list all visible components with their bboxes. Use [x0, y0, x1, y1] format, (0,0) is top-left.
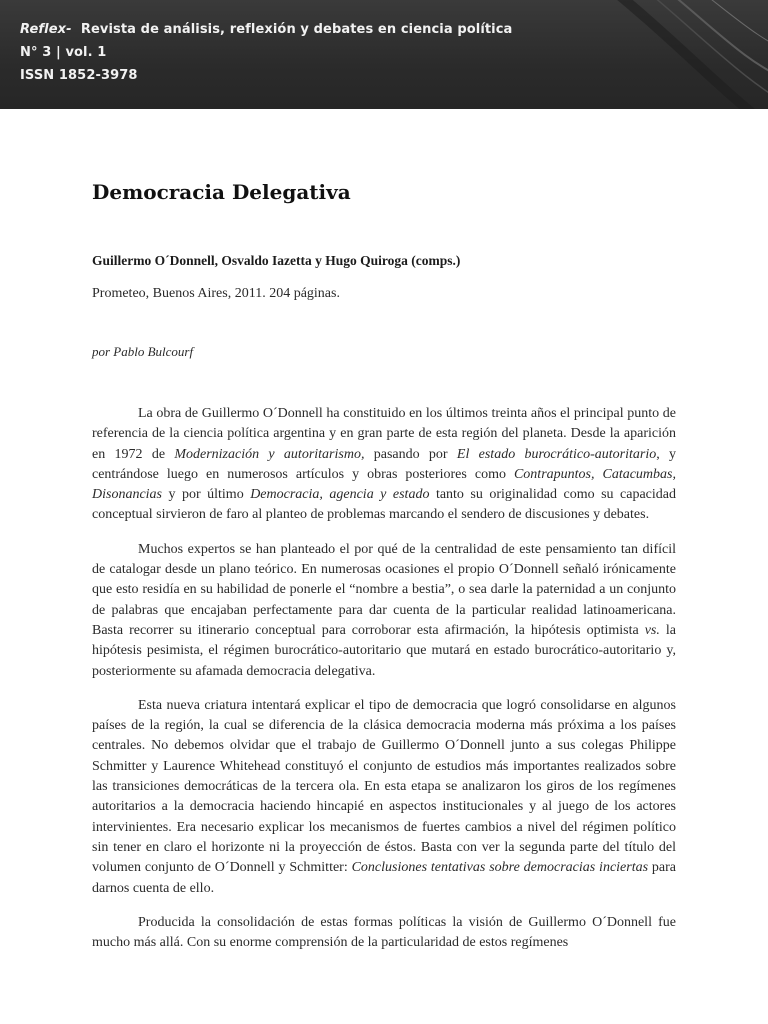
paragraph-3: Esta nueva criatura intentará explicar el tipo de democracia que logró consolidarse en algunos países de la región, la cual se diferencia de la clásica democracia moderna más próxima a los países centrales. No debemos olvidar que el trabajo de Guillermo O´Donnell junto a sus colegas Philippe Schmitter y Laurence Whitehead constituyó el conjunto de estudios más importantes realizados sobre las transiciones democráticas de la tercera ola. En esta etapa se analizaron los giros de los regímenes autoritarios a la democracia haciendo hincapié en aspectos institucionales y al juego de los actores intervinientes. Era necesario explicar los mecanismos de fuertes cambios a nivel del régimen político sin tener en claro el horizonte ni la proyección de éstos. Basta con ver la segunda parte del título del volumen conjunto de O´Donnell y Schmitter: Conclusiones tentativas sobre democracias inciertas para darnos cuenta de ello.: [92, 697, 677, 896]
journal-issue: N° 3 | vol. 1: [20, 45, 107, 60]
book-publisher-info: Prometeo, Buenos Aires, 2011. 204 páginas.: [92, 286, 340, 301]
journal-name: Reflex-: [20, 22, 72, 37]
journal-subtitle: Revista de análisis, reflexión y debates en ciencia política: [80, 22, 513, 37]
article-body: [92, 404, 676, 967]
book-title-italic: El estado burocrático-autoritario: [456, 446, 657, 462]
italic-term: vs.: [644, 622, 660, 638]
article-title: Democracia Delegativa: [92, 180, 351, 204]
review-author: por Pablo Bulcourf: [92, 344, 194, 359]
book-title-italic: Contrapuntos, Catacumbas, Disonancias: [92, 466, 676, 503]
book-title-italic: Conclusiones tentativas sobre democracias inciertas: [351, 860, 649, 876]
book-title-italic: Modernización y autoritarismo,: [174, 446, 365, 462]
paragraph-2: Muchos expertos se han planteado el por qué de la centralidad de este pensamiento tan difícil de catalogar desde un plano teórico. En numerosas ocasiones el propio O´Donnell señaló irónicamente que esto residía en su habilidad de ponerle el “nombre a bestia”, o sea darle la paternidad a un conjunto de palabras que encajaban perfectamente para dar cuenta de la particular realidad latinoamericana. Basta recorrer su itinerario conceptual para corroborar esta afirmación, la hipótesis optimista vs. la hipótesis pesimista, el régimen burocrático-autoritario que mutará en estado burocrático-autoritario y, posteriormente su afamada democracia delegativa.: [92, 541, 676, 679]
book-authors: Guillermo O´Donnell, Osvaldo Iazetta y Hugo Quiroga (comps.): [92, 253, 461, 268]
paragraph-4: Producida la consolidación de estas formas políticas la visión de Guillermo O´Donnell fue mucho más allá. Con su enorme comprensión de la particularidad de estos regímenes: [92, 914, 676, 951]
paragraph-1: La obra de Guillermo O´Donnell ha constituido en los últimos treinta años el principal punto de referencia de la ciencia política argentina y en gran parte de esta región del planeta. Desde la aparición en 1972 de Modernización y autoritarismo, pasando por El estado burocrático-autoritario, y centrándose luego en numerosos artículos y obras posteriores como Contrapuntos, Catacumbas, Disonancias y por último Democracia, agencia y estado tanto su originalidad como su capacidad conceptual sirvieron de faro al planteo de problemas marcando el sendero de discusiones y debates.: [92, 406, 677, 523]
journal-header: [0, 0, 768, 109]
journal-title-line: [20, 22, 512, 37]
decorative-swoosh-graphic: [588, 0, 768, 109]
journal-issn: ISSN 1852-3978: [20, 68, 138, 83]
book-title-italic: Democracia, agencia y estado: [250, 487, 430, 503]
